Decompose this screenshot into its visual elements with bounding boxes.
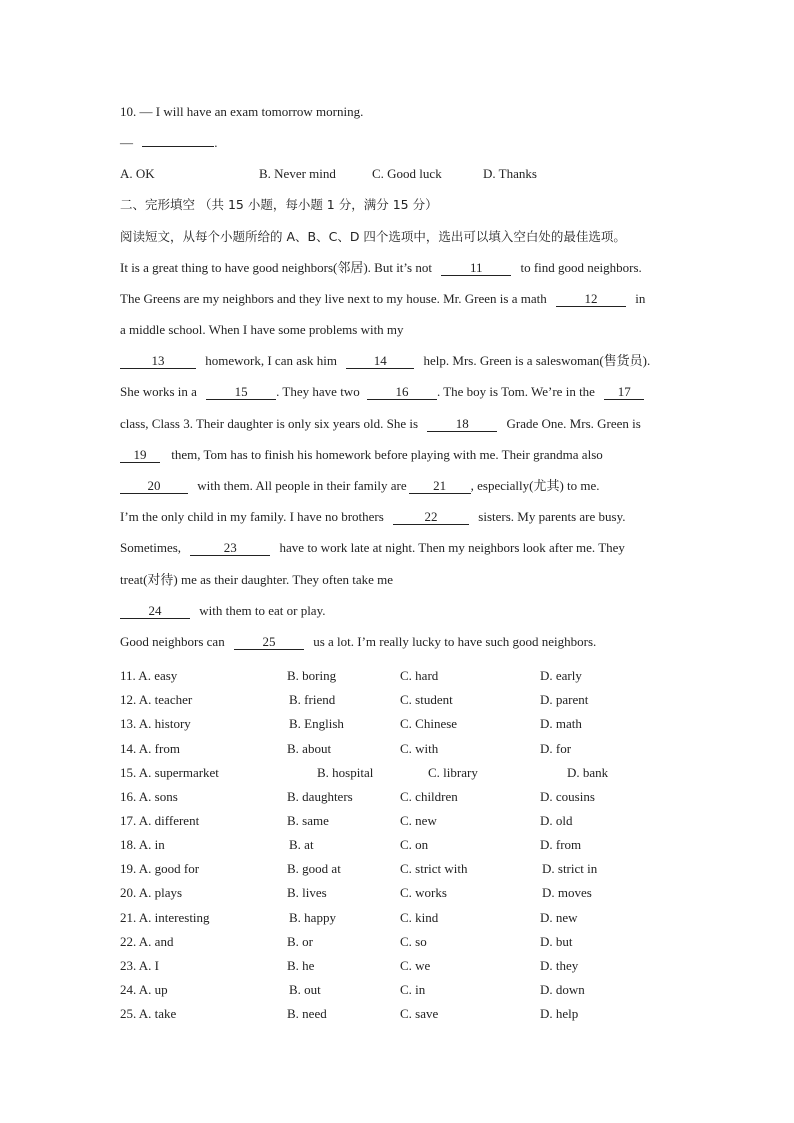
option-a: 23. A. I — [120, 958, 159, 973]
passage-line-6 — [120, 416, 641, 432]
blank-12: 12 — [556, 292, 626, 307]
passage-line-3: a middle school. When I have some problems with my — [120, 322, 404, 337]
passage-text: us a lot. I’m really lucky to have such good neighbors. — [313, 634, 597, 649]
blank-19: 19 — [120, 448, 160, 463]
option-d: D. but — [540, 934, 573, 949]
option-d: D. math — [540, 716, 582, 731]
option-d: D. strict in — [542, 861, 598, 876]
blank-16: 16 — [367, 385, 437, 400]
option-c: C. works — [400, 885, 447, 900]
option-d: D. bank — [567, 765, 609, 780]
passage-line-1 — [120, 260, 642, 276]
option-c: C. on — [400, 837, 429, 852]
option-c: C. library — [428, 765, 478, 780]
option-d: D. for — [540, 741, 572, 756]
option-c: C. we — [400, 958, 431, 973]
q10-option-d: D. Thanks — [483, 166, 537, 181]
q10-reply — [120, 135, 218, 151]
option-b: B. he — [287, 958, 315, 973]
option-a: 17. A. different — [120, 813, 200, 828]
passage-text: The Greens are my neighbors and they live next to my house. Mr. Green is a math — [120, 291, 547, 306]
blank-20: 20 — [120, 479, 188, 494]
option-d: D. moves — [542, 885, 592, 900]
option-a: 16. A. sons — [120, 789, 178, 804]
option-c: C. Chinese — [400, 716, 458, 731]
q10-options — [120, 166, 680, 182]
passage-text: class, Class 3. Their daughter is only six years old. She is — [120, 416, 419, 431]
option-b: B. boring — [287, 668, 337, 683]
section-instruction: 阅读短文，从每个小题所给的 A、B、C、D 四个选项中，选出可以填入空白处的最佳选项。 — [120, 229, 626, 244]
question-row — [120, 837, 680, 853]
blank-17: 17 — [604, 385, 644, 400]
option-b: B. hospital — [317, 765, 374, 780]
option-c: C. so — [400, 934, 427, 949]
option-d: D. help — [540, 1006, 579, 1021]
passage-text: , especially(尤其) to me. — [470, 478, 600, 493]
passage-line-8 — [120, 478, 600, 494]
passage-line-9 — [120, 509, 625, 525]
option-a: 21. A. interesting — [120, 910, 210, 925]
section-title: 二、完形填空 （共 15 小题，每小题 1 分，满分 15 分） — [120, 197, 438, 212]
option-a: 15. A. supermarket — [120, 765, 219, 780]
option-a: 11. A. easy — [120, 668, 178, 683]
blank-18: 18 — [427, 417, 497, 432]
option-c: C. hard — [400, 668, 439, 683]
question-row — [120, 789, 680, 805]
option-b: B. out — [289, 982, 321, 997]
option-c: C. new — [400, 813, 437, 828]
passage-text: with them to eat or play. — [199, 603, 326, 618]
option-d: D. new — [540, 910, 578, 925]
blank-14: 14 — [346, 354, 414, 369]
passage-line-11: treat(对待) me as their daughter. They often take me — [120, 572, 394, 587]
passage-line-10 — [120, 540, 625, 556]
passage-text: . They have two — [276, 384, 360, 399]
option-b: B. lives — [287, 885, 327, 900]
option-d: D. old — [540, 813, 573, 828]
passage-line-13 — [120, 634, 596, 650]
blank-22: 22 — [393, 510, 469, 525]
option-c: C. in — [400, 982, 426, 997]
option-d: D. parent — [540, 692, 589, 707]
question-row — [120, 934, 680, 950]
blank-15: 15 — [206, 385, 276, 400]
question-row — [120, 958, 680, 974]
passage-line-12 — [120, 603, 326, 619]
passage-text: to find good neighbors. — [520, 260, 642, 275]
option-c: C. children — [400, 789, 458, 804]
blank-23: 23 — [190, 541, 270, 556]
option-a: 20. A. plays — [120, 885, 183, 900]
passage-text: It is a great thing to have good neighbors(邻居). But it’s not — [120, 260, 432, 275]
passage-line-7 — [120, 447, 603, 463]
passage-line-2 — [120, 291, 645, 307]
option-a: 12. A. teacher — [120, 692, 193, 707]
passage-text: She works in a — [120, 384, 197, 399]
option-a: 19. A. good for — [120, 861, 200, 876]
option-b: B. happy — [289, 910, 336, 925]
option-a: 25. A. take — [120, 1006, 177, 1021]
option-d: D. they — [540, 958, 579, 973]
q10-reply-dash: — — [120, 135, 133, 150]
passage-text: I’m the only child in my family. I have no brothers — [120, 509, 384, 524]
option-c: C. save — [400, 1006, 439, 1021]
passage-text: Good neighbors can — [120, 634, 225, 649]
passage-text: in — [635, 291, 646, 306]
option-b: B. English — [289, 716, 344, 731]
option-d: D. cousins — [540, 789, 595, 804]
option-b: B. at — [289, 837, 314, 852]
passage-line-4 — [120, 353, 650, 369]
q10-prompt: 10. — I will have an exam tomorrow morning. — [120, 104, 364, 119]
question-row — [120, 741, 680, 757]
q10-blank — [142, 146, 214, 147]
option-b: B. need — [287, 1006, 327, 1021]
option-b: B. about — [287, 741, 332, 756]
blank-25: 25 — [234, 635, 304, 650]
q10-option-b: B. Never mind — [259, 166, 336, 181]
q10-reply-period: . — [214, 135, 218, 150]
blank-24: 24 — [120, 604, 190, 619]
question-row — [120, 910, 680, 926]
option-c: C. student — [400, 692, 453, 707]
option-b: B. good at — [287, 861, 341, 876]
option-a: 24. A. up — [120, 982, 168, 997]
passage-text: sisters. My parents are busy. — [478, 509, 626, 524]
question-row — [120, 861, 680, 877]
question-row — [120, 692, 680, 708]
passage-text: have to work late at night. Then my neighbors look after me. They — [279, 540, 625, 555]
option-b: B. daughters — [287, 789, 353, 804]
option-a: 14. A. from — [120, 741, 180, 756]
option-d: D. from — [540, 837, 582, 852]
option-b: B. same — [287, 813, 329, 828]
passage-text: homework, I can ask him — [205, 353, 338, 368]
passage-text: help. Mrs. Green is a saleswoman(售货员). — [423, 353, 651, 368]
question-row — [120, 716, 680, 732]
blank-13: 13 — [120, 354, 196, 369]
option-a: 18. A. in — [120, 837, 165, 852]
passage-text: them, Tom has to finish his homework before playing with me. Their grandma also — [171, 447, 603, 462]
blank-21: 21 — [409, 479, 471, 494]
option-c: C. strict with — [400, 861, 468, 876]
q10-option-a: A. OK — [120, 166, 155, 181]
question-row — [120, 668, 680, 684]
blank-11: 11 — [441, 261, 511, 276]
question-row — [120, 813, 680, 829]
passage-text: Grade One. Mrs. Green is — [506, 416, 641, 431]
question-row — [120, 982, 680, 998]
question-row — [120, 885, 680, 901]
option-c: C. with — [400, 741, 439, 756]
option-a: 13. A. history — [120, 716, 191, 731]
passage-text: with them. All people in their family are — [197, 478, 407, 493]
q10-option-c: C. Good luck — [372, 166, 442, 181]
question-row — [120, 765, 680, 781]
question-row — [120, 1006, 680, 1022]
option-b: B. friend — [289, 692, 336, 707]
passage-line-5 — [120, 384, 644, 400]
passage-text: Sometimes, — [120, 540, 182, 555]
option-b: B. or — [287, 934, 313, 949]
option-d: D. early — [540, 668, 582, 683]
option-a: 22. A. and — [120, 934, 174, 949]
option-d: D. down — [540, 982, 585, 997]
option-c: C. kind — [400, 910, 439, 925]
passage-text: . The boy is Tom. We’re in the — [436, 384, 595, 399]
